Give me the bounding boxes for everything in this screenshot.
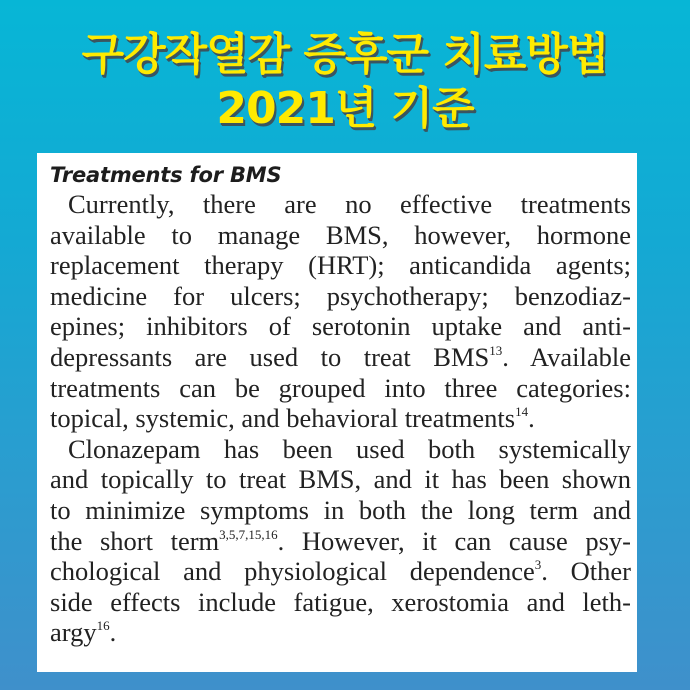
text-segment: depressants are used to treat BMS: [50, 341, 490, 372]
text-line: available to manage BMS, however, hormone: [50, 219, 631, 250]
banner-title: [0, 28, 690, 136]
text-segment: argy: [50, 617, 97, 648]
text-line: [50, 403, 631, 434]
citation-ref: 14: [515, 404, 529, 420]
text-line: to minimize symptoms in both the long term and: [50, 494, 631, 525]
citation-ref: 3,5,7,15,16: [219, 526, 278, 542]
text-line: epines; inhibitors of serotonin uptake and anti-: [50, 311, 631, 342]
text-line: Currently, there are no effective treatments: [68, 189, 631, 219]
text-line: treatments can be grouped into three categories:: [50, 372, 631, 403]
banner-title-line2: 2021년 기준: [216, 83, 474, 134]
text-segment: . Available: [502, 341, 631, 372]
citation-ref: 16: [96, 618, 110, 634]
text-line: [50, 342, 631, 373]
text-line: [50, 556, 631, 587]
text-line: Clonazepam has been used both systemically: [68, 433, 631, 464]
text-line: [50, 617, 631, 648]
text-line: side effects include fatigue, xerostomia and leth-: [50, 586, 631, 617]
text-line: [50, 526, 631, 557]
text-segment: . However, it can cause psy-: [277, 525, 631, 556]
banner-title-line1: 구강작열감 증후군 치료방법: [81, 29, 609, 80]
text-segment: .: [528, 403, 535, 434]
article-excerpt-card: [37, 153, 637, 672]
paragraph-2: [50, 434, 631, 648]
text-segment: chological and physiological dependence: [50, 556, 535, 587]
citation-ref: 13: [489, 343, 503, 359]
text-segment: .: [109, 617, 117, 648]
citation-ref: 3: [534, 557, 542, 573]
text-segment: the short term: [50, 525, 220, 556]
text-line: replacement therapy (HRT); anticandida agents;: [50, 250, 631, 281]
section-heading: Treatments for BMS: [50, 163, 282, 187]
text-line: medicine for ulcers; psychotherapy; benzodiaz-: [50, 280, 631, 311]
text-line: and topically to treat BMS, and it has been shown: [50, 464, 631, 495]
text-segment: topical, systemic, and behavioral treatments: [50, 403, 516, 434]
paragraph-1: [50, 189, 631, 434]
text-segment: . Other: [541, 556, 632, 587]
